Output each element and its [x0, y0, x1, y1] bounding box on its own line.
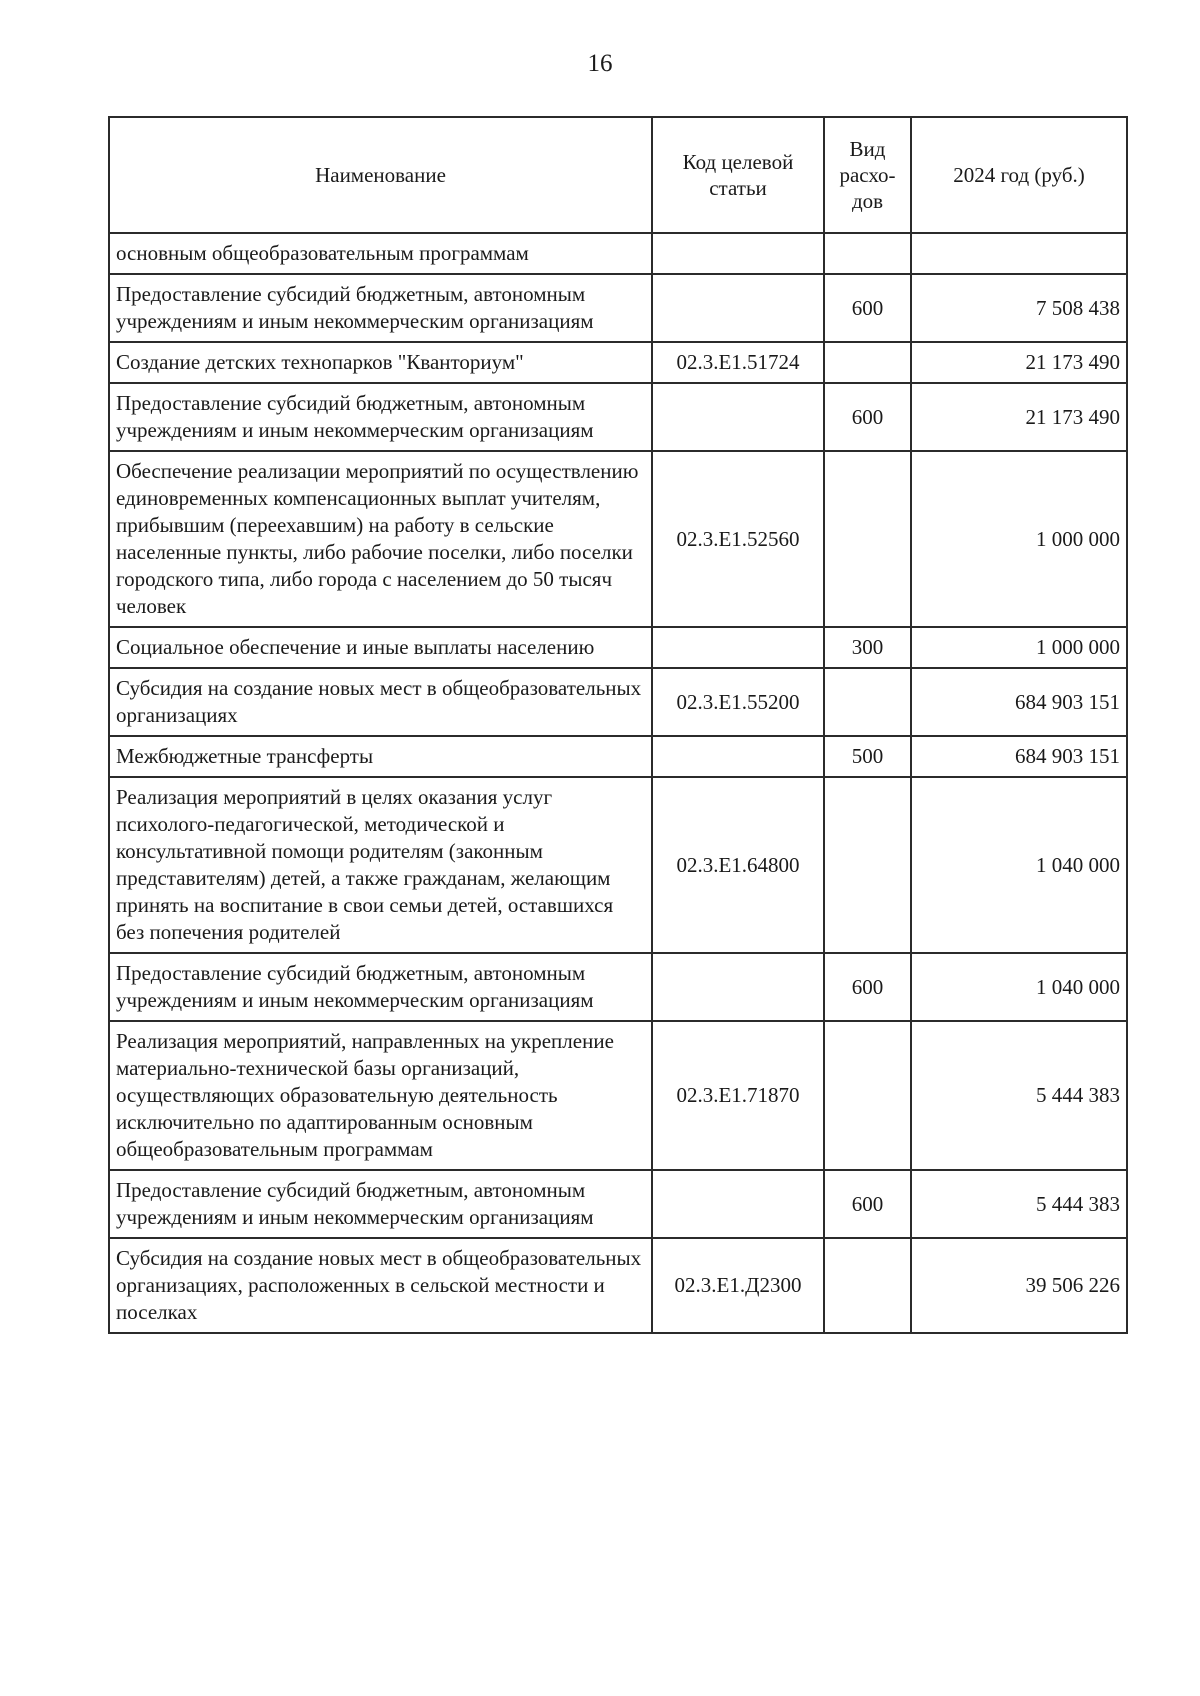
row-type: [824, 1021, 911, 1170]
row-type: [824, 451, 911, 627]
row-type: 600: [824, 274, 911, 342]
row-name: Предоставление субсидий бюджетным, автономным учреждениям и иным некоммерческим организациям: [109, 1170, 652, 1238]
table-row: [109, 274, 1127, 342]
row-type: 600: [824, 953, 911, 1021]
row-type: 500: [824, 736, 911, 777]
row-code: 02.3.E1.55200: [652, 668, 824, 736]
table-row: [109, 383, 1127, 451]
row-code: 02.3.E1.71870: [652, 1021, 824, 1170]
table-row: [109, 777, 1127, 953]
header-amount: 2024 год (руб.): [911, 117, 1127, 233]
row-name: Предоставление субсидий бюджетным, автономным учреждениям и иным некоммерческим организациям: [109, 953, 652, 1021]
row-amount: 21 173 490: [911, 383, 1127, 451]
row-code: [652, 1170, 824, 1238]
row-code: [652, 736, 824, 777]
row-amount: 1 000 000: [911, 627, 1127, 668]
row-type: 600: [824, 383, 911, 451]
row-amount: 684 903 151: [911, 736, 1127, 777]
table-body: [109, 233, 1127, 1333]
header-name: Наименование: [109, 117, 652, 233]
row-code: [652, 383, 824, 451]
row-amount: 21 173 490: [911, 342, 1127, 383]
header-code: Код целевой статьи: [652, 117, 824, 233]
row-type: [824, 668, 911, 736]
row-name: Реализация мероприятий в целях оказания услуг психолого-педагогической, методической и консультативной помощи родителям (законным представителям) детей, а также гражданам, желающим принять на воспитание в свои семьи детей, оставшихся без попечения родителей: [109, 777, 652, 953]
header-type: Вид расхо-дов: [824, 117, 911, 233]
row-name: Социальное обеспечение и иные выплаты населению: [109, 627, 652, 668]
table-row: [109, 668, 1127, 736]
row-name: Предоставление субсидий бюджетным, автономным учреждениям и иным некоммерческим организациям: [109, 274, 652, 342]
row-name: Обеспечение реализации мероприятий по осуществлению единовременных компенсационных выплат учителям, прибывшим (переехавшим) на работу в сельские населенные пункты, либо рабочие поселки, либо поселки городского типа, либо города с населением до 50 тысяч человек: [109, 451, 652, 627]
row-name: основным общеобразовательным программам: [109, 233, 652, 274]
table-row: [109, 627, 1127, 668]
row-type: [824, 342, 911, 383]
table-row: [109, 736, 1127, 777]
row-code: 02.3.E1.Д2300: [652, 1238, 824, 1333]
row-amount: 5 444 383: [911, 1021, 1127, 1170]
row-amount: 684 903 151: [911, 668, 1127, 736]
row-name: Межбюджетные трансферты: [109, 736, 652, 777]
page-number: 16: [587, 50, 613, 77]
row-code: [652, 233, 824, 274]
row-code: [652, 274, 824, 342]
table-row: [109, 233, 1127, 274]
table-row: [109, 1021, 1127, 1170]
table-row: [109, 953, 1127, 1021]
row-code: [652, 953, 824, 1021]
row-name: Реализация мероприятий, направленных на укрепление материально-технической базы организаций, осуществляющих образовательную деятельность исключительно по адаптированным основным общеобразовательным программам: [109, 1021, 652, 1170]
table-row: [109, 342, 1127, 383]
table-row: [109, 451, 1127, 627]
row-amount: 1 000 000: [911, 451, 1127, 627]
row-name: Субсидия на создание новых мест в общеобразовательных организациях, расположенных в сельской местности и поселках: [109, 1238, 652, 1333]
row-code: 02.3.E1.64800: [652, 777, 824, 953]
row-name: Субсидия на создание новых мест в общеобразовательных организациях: [109, 668, 652, 736]
row-type: [824, 233, 911, 274]
row-amount: 39 506 226: [911, 1238, 1127, 1333]
row-amount: 7 508 438: [911, 274, 1127, 342]
row-amount: 5 444 383: [911, 1170, 1127, 1238]
budget-table: [108, 116, 1128, 1334]
row-amount: 1 040 000: [911, 953, 1127, 1021]
row-code: 02.3.E1.52560: [652, 451, 824, 627]
table-header-row: [109, 117, 1127, 233]
row-name: Создание детских технопарков "Кванториум": [109, 342, 652, 383]
row-amount: 1 040 000: [911, 777, 1127, 953]
row-type: 600: [824, 1170, 911, 1238]
table-row: [109, 1238, 1127, 1333]
row-code: [652, 627, 824, 668]
row-amount: [911, 233, 1127, 274]
row-type: [824, 1238, 911, 1333]
row-name: Предоставление субсидий бюджетным, автономным учреждениям и иным некоммерческим организациям: [109, 383, 652, 451]
row-code: 02.3.E1.51724: [652, 342, 824, 383]
row-type: [824, 777, 911, 953]
row-type: 300: [824, 627, 911, 668]
table-row: [109, 1170, 1127, 1238]
